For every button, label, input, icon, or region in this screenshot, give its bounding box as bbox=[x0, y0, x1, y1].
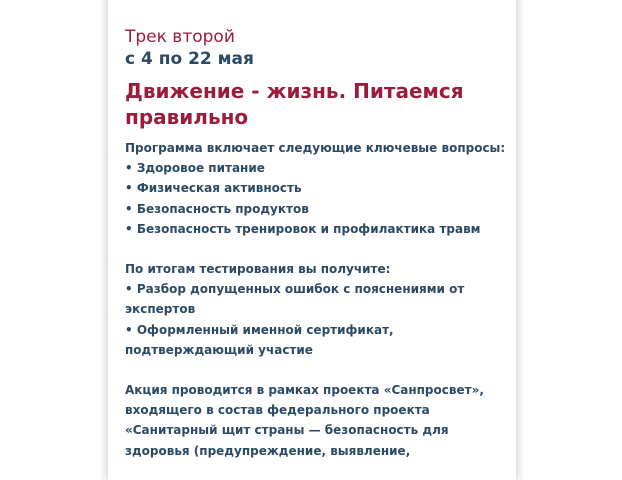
results-line: экспертов bbox=[125, 302, 196, 317]
program-item: • Здоровое питание bbox=[125, 161, 265, 176]
promo-line: Акция проводится в рамках проекта «Санпросвет», bbox=[125, 383, 484, 398]
promo-line: здоровья (предупреждение, выявление, bbox=[125, 443, 411, 458]
card-content bbox=[125, 26, 506, 461]
page-title bbox=[125, 78, 506, 130]
program-item: • Безопасность продуктов bbox=[125, 201, 309, 216]
promo-line: «Санитарный щит страны — безопасность для bbox=[125, 423, 449, 438]
content-card bbox=[108, 0, 516, 480]
track-dates: с 4 по 22 мая bbox=[125, 49, 254, 69]
promo-section bbox=[125, 380, 506, 461]
program-section bbox=[125, 138, 506, 239]
results-line: • Оформленный именной сертификат, bbox=[125, 322, 394, 337]
results-line: • Разбор допущенных ошибок с пояснениями от bbox=[125, 282, 465, 297]
results-intro: По итогам тестирования вы получите: bbox=[125, 262, 391, 277]
results-line: подтверждающий участие bbox=[125, 342, 313, 357]
program-item: • Физическая активность bbox=[125, 181, 302, 196]
program-intro: Программа включает следующие ключевые вопросы: bbox=[125, 141, 506, 155]
track-label: Трек второй bbox=[125, 27, 235, 47]
title-line: Движение - жизнь. Питаемся bbox=[125, 79, 464, 103]
promo-line: входящего в состав федерального проекта bbox=[125, 403, 430, 418]
title-line: правильно bbox=[125, 105, 249, 129]
program-item: • Безопасность тренировок и профилактика травм bbox=[125, 221, 481, 236]
results-section bbox=[125, 259, 506, 360]
